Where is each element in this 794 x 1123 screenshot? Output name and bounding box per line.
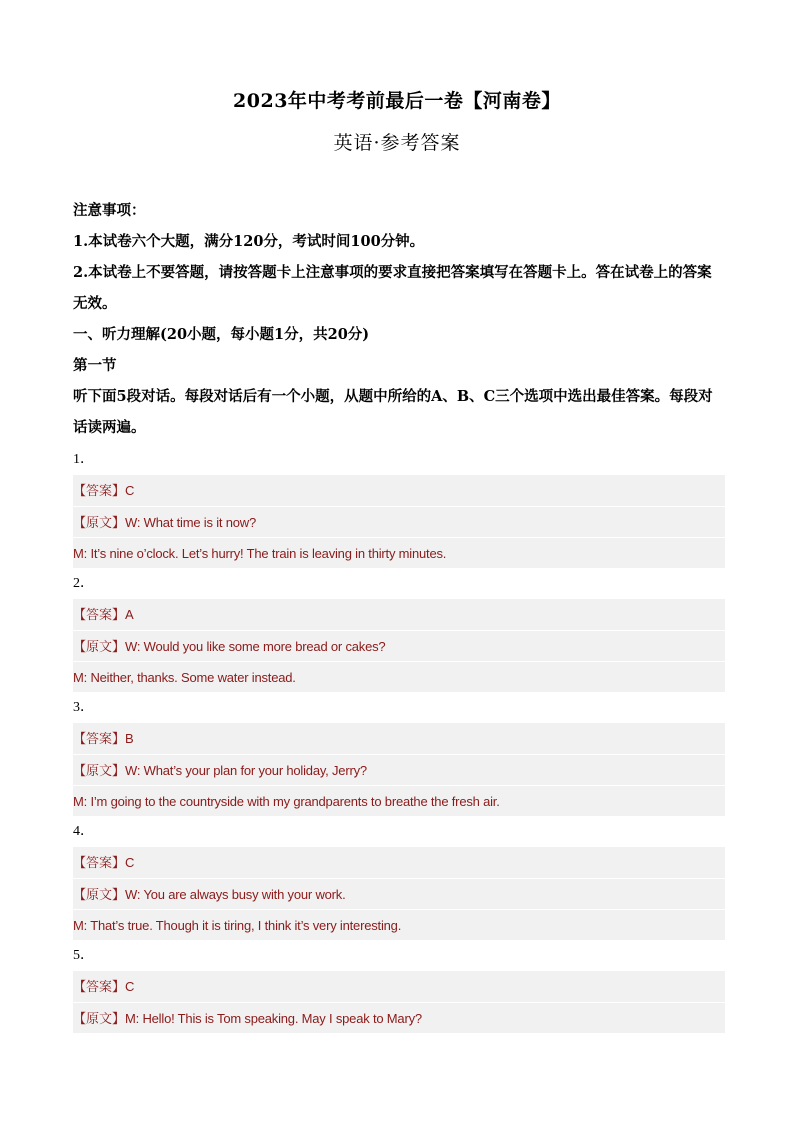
transcript-line [73, 506, 725, 537]
notes-heading: 注意事项： [73, 202, 146, 219]
notes-section [73, 195, 725, 443]
question-number: 2． [73, 576, 94, 591]
transcript-line [73, 1002, 725, 1033]
answer-list [73, 444, 725, 1033]
answer-box [73, 475, 725, 568]
section-heading: 一、听力理解(20小题，每小题1分，共20分) [73, 326, 370, 343]
answer-value: C [125, 855, 135, 870]
note-2: 2.本试卷上不要答题，请按答题卡上注意事项的要求直接把答案填写在答题卡上。答在试卷上的答案无效。 [73, 264, 712, 312]
transcript-tag: 【原文】 [73, 888, 126, 903]
transcript-line [73, 754, 725, 785]
transcript-line-2: M: It’s nine o’clock. Let’s hurry! The train is leaving in thirty minutes. [73, 537, 725, 568]
transcript-line-2: M: Neither, thanks. Some water instead. [73, 661, 725, 692]
instruction-text: 听下面5段对话。每段对话后有一个小题，从题中所给的A、B、C三个选项中选出最佳答案。每段对话读两遍。 [73, 388, 713, 436]
answer-box [73, 599, 725, 692]
transcript-text: W: What time is it now? [125, 515, 256, 530]
answer-line [73, 475, 725, 506]
transcript-line-2: M: That’s true. Though it is tiring, I think it’s very interesting. [73, 909, 725, 940]
transcript-text: W: Would you like some more bread or cakes? [125, 639, 386, 654]
answer-value: A [125, 607, 134, 622]
answer-value: C [125, 483, 135, 498]
answer-box [73, 971, 725, 1033]
note-1: 1.本试卷六个大题，满分120分，考试时间100分钟。 [73, 233, 425, 250]
answer-value: B [125, 731, 134, 746]
transcript-tag: 【原文】 [73, 516, 126, 531]
question-number: 3． [73, 700, 94, 715]
transcript-line [73, 878, 725, 909]
answer-line [73, 599, 725, 630]
answer-tag: 【答案】 [73, 608, 126, 623]
transcript-tag: 【原文】 [73, 640, 126, 655]
answer-tag: 【答案】 [73, 484, 126, 499]
answer-line [73, 723, 725, 754]
answer-line [73, 971, 725, 1002]
transcript-text: W: What’s your plan for your holiday, Jerry? [125, 763, 367, 778]
answer-tag: 【答案】 [73, 980, 126, 995]
page-title: 2023年中考考前最后一卷【河南卷】 [233, 90, 561, 112]
answer-tag: 【答案】 [73, 856, 126, 871]
part-heading: 第一节 [73, 357, 117, 374]
answer-box [73, 723, 725, 816]
transcript-line [73, 630, 725, 661]
transcript-tag: 【原文】 [73, 764, 126, 779]
page-subtitle: 英语·参考答案 [333, 132, 461, 154]
transcript-tag: 【原文】 [73, 1012, 126, 1027]
transcript-line-2: M: I’m going to the countryside with my grandparents to breathe the fresh air. [73, 785, 725, 816]
transcript-text: W: You are always busy with your work. [125, 887, 346, 902]
answer-tag: 【答案】 [73, 732, 126, 747]
question-number: 4． [73, 824, 94, 839]
answer-line [73, 847, 725, 878]
question-number: 5． [73, 948, 94, 963]
answer-value: C [125, 979, 135, 994]
transcript-text: M: Hello! This is Tom speaking. May I speak to Mary? [125, 1011, 422, 1026]
question-number: 1． [73, 452, 94, 467]
answer-box [73, 847, 725, 940]
